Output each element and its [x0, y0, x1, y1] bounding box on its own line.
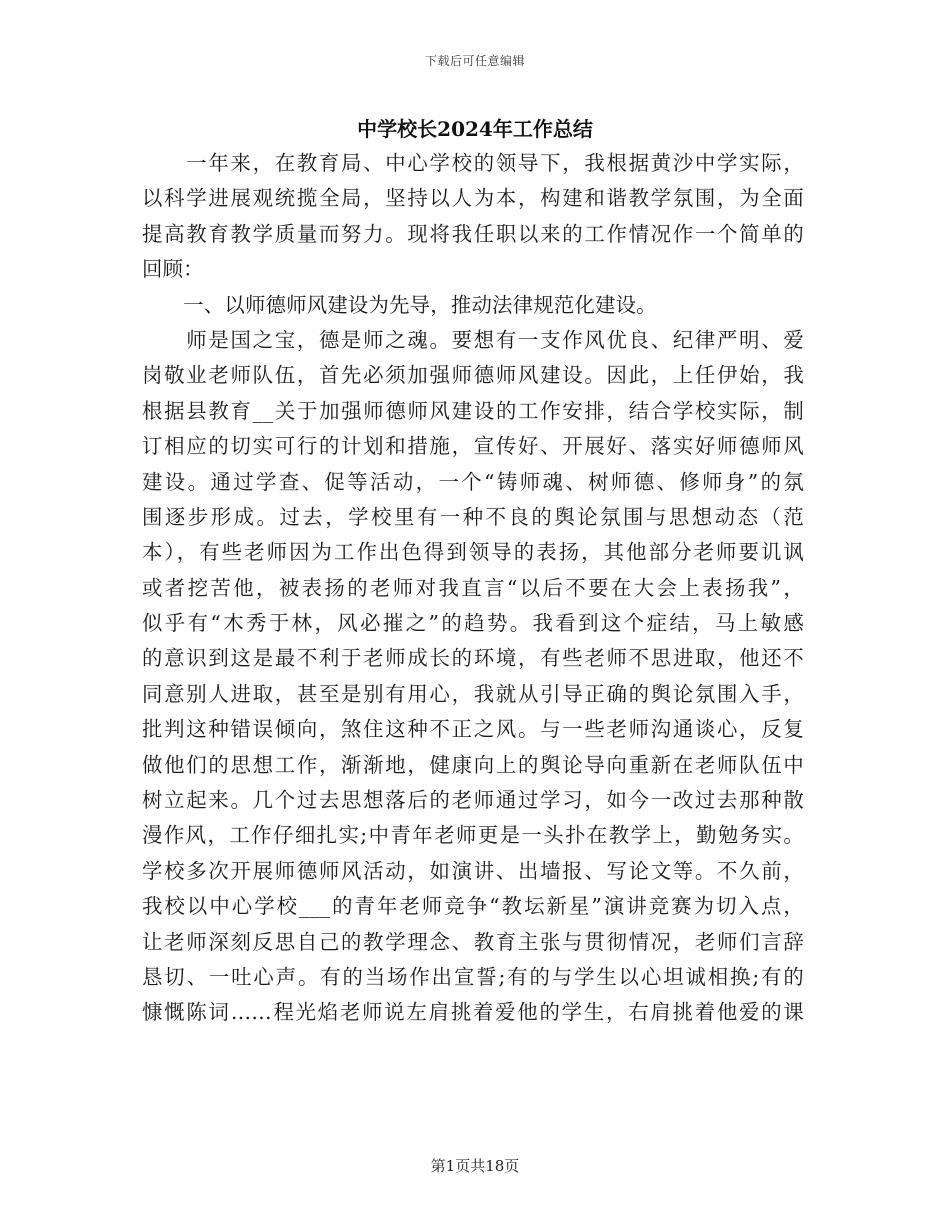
- body-line: 订相应的切实可行的计划和措施，宣传好、开展好、落实好师德师风: [142, 434, 804, 459]
- page-number: 第1页共18页: [430, 1157, 520, 1175]
- body-line: 回顾：: [142, 257, 204, 282]
- section-heading: 一、以师德师风建设为先导，推动法律规范化建设。: [142, 292, 657, 317]
- body-line: 或者挖苦他，被表扬的老师对我直言“以后不要在大会上表扬我”，: [142, 575, 804, 600]
- body-line: 恳切、一吐心声。有的当场作出宣誓;有的与学生以心坦诚相换;有的: [142, 964, 804, 989]
- body-line: 一年来，在教育局、中心学校的领导下，我根据黄沙中学实际，: [142, 151, 804, 175]
- body-line: 提高教育教学质量而努力。现将我任职以来的工作情况作一个简单的: [142, 221, 804, 246]
- document-body: [142, 146, 804, 1031]
- body-line: 师是国之宝，德是师之魂。要想有一支作风优良、纪律严明、爱: [142, 327, 804, 352]
- body-line: 本），有些老师因为工作出色得到领导的表扬，其他部分老师要讥讽: [142, 540, 804, 565]
- body-line: 我校以中心学校___的青年老师竞争“教坛新星”演讲竞赛为切入点，: [142, 894, 804, 919]
- body-line: 学校多次开展师德师风活动，如演讲、出墙报、写论文等。不久前，: [142, 858, 804, 883]
- body-line: 根据县教育__关于加强师德师风建设的工作安排，结合学校实际，制: [142, 398, 804, 423]
- document-title: 中学校长2024年工作总结: [357, 117, 593, 141]
- body-line: 以科学进展观统揽全局，坚持以人为本，构建和谐教学氛围，为全面: [142, 186, 804, 211]
- body-line: 围逐步形成。过去，学校里有一种不良的舆论氛围与思想动态（范: [142, 504, 804, 529]
- body-line: 的意识到这是最不利于老师成长的环境，有些老师不思进取，他还不: [142, 646, 804, 671]
- body-line: 同意别人进取，甚至是别有用心，我就从引导正确的舆论氛围入手，: [142, 681, 804, 706]
- body-line: 建设。通过学查、促等活动，一个“铸师魂、树师德、修师身”的氛: [142, 469, 804, 494]
- body-line: 慷慨陈词……程光焰老师说左肩挑着爱他的学生，右肩挑着他爱的课: [142, 1000, 804, 1025]
- page-header-note: 下载后可任意编辑: [424, 54, 525, 68]
- body-line: 岗敬业老师队伍，首先必须加强师德师风建设。因此，上任伊始，我: [142, 363, 804, 388]
- body-line: 做他们的思想工作，渐渐地，健康向上的舆论导向重新在老师队伍中: [142, 752, 804, 777]
- body-line: 树立起来。几个过去思想落后的老师通过学习，如今一改过去那种散: [142, 788, 804, 813]
- body-line: 似乎有“木秀于林，风必摧之”的趋势。我看到这个症结，马上敏感: [142, 611, 804, 636]
- body-line: 批判这种错误倾向，煞住这种不正之风。与一些老师沟通谈心，反复: [142, 717, 804, 742]
- body-line: 让老师深刻反思自己的教学理念、教育主张与贯彻情况，老师们言辞: [142, 929, 804, 954]
- body-line: 漫作风，工作仔细扎实;中青年老师更是一头扑在教学上，勤勉务实。: [142, 823, 804, 848]
